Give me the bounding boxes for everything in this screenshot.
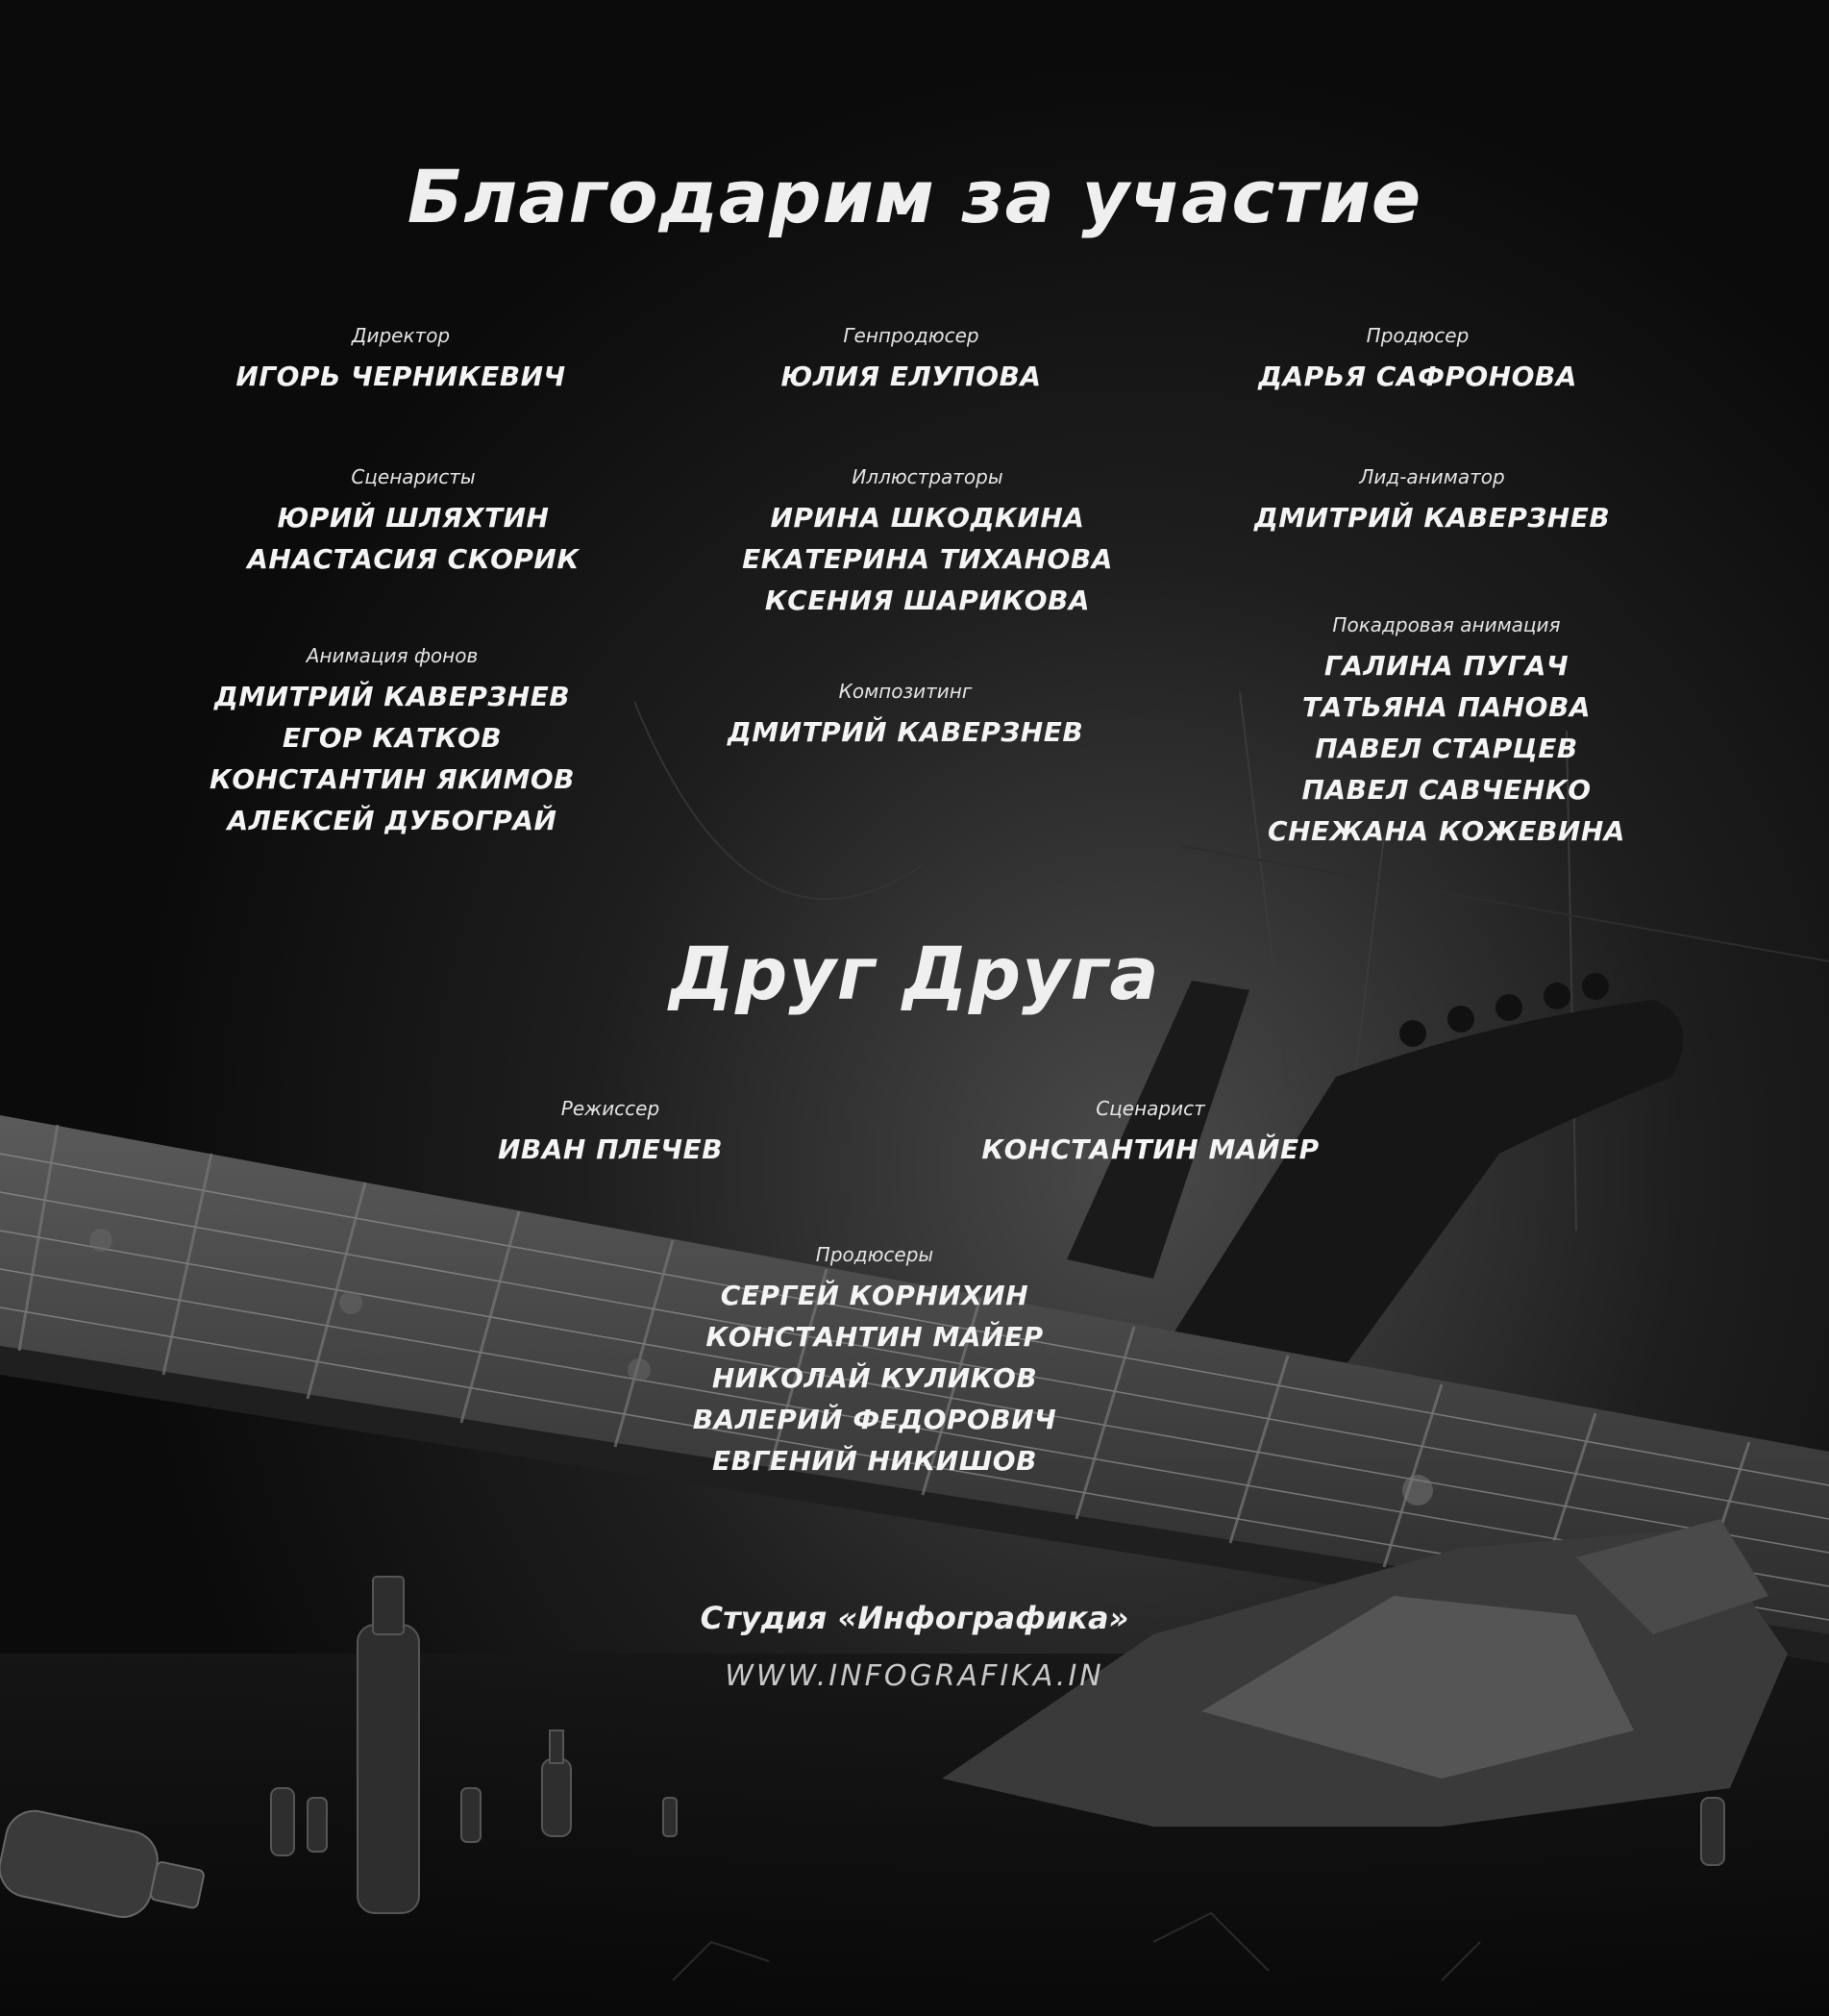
credit-role: Режиссер: [560, 1097, 660, 1120]
credit-name: ЮЛИЯ ЕЛУПОВА: [780, 361, 1042, 392]
credit-name: КСЕНИЯ ШАРИКОВА: [764, 585, 1091, 616]
credit-name: АЛЕКСЕЙ ДУБОГРАЙ: [227, 805, 557, 836]
credit-block-director: [235, 323, 565, 397]
credit-name: СНЕЖАНА КОЖЕВИНА: [1268, 815, 1625, 847]
credit-role: Покадровая анимация: [1332, 613, 1561, 636]
studio-name: Студия «Инфографика»: [700, 1600, 1129, 1636]
credit-name: ДМИТРИЙ КАВЕРЗНЕВ: [727, 716, 1084, 748]
credit-name: ИГОРЬ ЧЕРНИКЕВИЧ: [235, 361, 566, 392]
credit-role: Композитинг: [838, 680, 973, 703]
credit-name: НИКОЛАЙ КУЛИКОВ: [711, 1362, 1038, 1394]
page-title: Благодарим за участие: [407, 154, 1422, 239]
credit-role: Продюсер: [1366, 324, 1470, 347]
credit-block-lead-animator: [1254, 464, 1610, 538]
credit-name: СЕРГЕЙ КОРНИХИН: [720, 1280, 1029, 1311]
credit-role: Сценарист: [1096, 1097, 1205, 1120]
credit-role: Анимация фонов: [306, 644, 479, 667]
credit-name: ИВАН ПЛЕЧЕВ: [497, 1133, 724, 1165]
credit-role: Сценаристы: [351, 465, 476, 488]
credit-block-compositing: [728, 679, 1083, 753]
credit-name: ВАЛЕРИЙ ФЕДОРОВИЧ: [692, 1404, 1057, 1435]
credit-name: ПАВЕЛ СТАРЦЕВ: [1315, 733, 1578, 764]
credit-block-general-producer: [780, 323, 1041, 397]
credit-name: КОНСТАНТИН МАЙЕР: [981, 1133, 1320, 1165]
credit-name: АНАСТАСИЯ СКОРИК: [247, 543, 580, 575]
credit-name: ГАЛИНА ПУГАЧ: [1323, 650, 1569, 682]
credit-name: ЕВГЕНИЙ НИКИШОВ: [712, 1445, 1037, 1477]
credit-role: Генпродюсер: [843, 324, 979, 347]
credit-role: Лид-аниматор: [1359, 465, 1505, 488]
credit-role: Иллюстраторы: [852, 465, 1003, 488]
credit-block-illustrators: [742, 464, 1113, 621]
credit-name: ЮРИЙ ШЛЯХТИН: [277, 502, 550, 534]
credit-name: ДМИТРИЙ КАВЕРЗНЕВ: [1253, 502, 1611, 534]
credit-block-producer: [1258, 323, 1577, 397]
credit-block-producers-partner: [693, 1242, 1056, 1481]
credit-name: КОНСТАНТИН МАЙЕР: [705, 1321, 1044, 1353]
credit-block-screenwriters: [247, 464, 579, 580]
website-link[interactable]: WWW.INFOGRAFIKA.IN: [725, 1659, 1104, 1693]
credit-block-screenwriter-partner: [981, 1096, 1319, 1170]
credit-name: КОНСТАНТИН ЯКИМОВ: [210, 763, 575, 795]
credit-name: ДАРЬЯ САФРОНОВА: [1258, 361, 1577, 392]
partner-studio-title: Друг Друга: [669, 931, 1160, 1016]
credit-name: ЕГОР КАТКОВ: [282, 722, 503, 754]
credit-block-director-partner: [498, 1096, 723, 1170]
credit-name: ТАТЬЯНА ПАНОВА: [1302, 691, 1591, 723]
credit-block-frame-animation: [1268, 612, 1625, 852]
credit-name: ЕКАТЕРИНА ТИХАНОВА: [742, 543, 1113, 575]
credit-name: ПАВЕЛ САВЧЕНКО: [1301, 774, 1592, 806]
credit-role: Продюсеры: [815, 1243, 934, 1266]
credit-block-background-animation: [210, 643, 575, 841]
credit-name: ДМИТРИЙ КАВЕРЗНЕВ: [213, 681, 571, 712]
credit-role: Директор: [351, 324, 451, 347]
credit-name: ИРИНА ШКОДКИНА: [770, 502, 1085, 534]
